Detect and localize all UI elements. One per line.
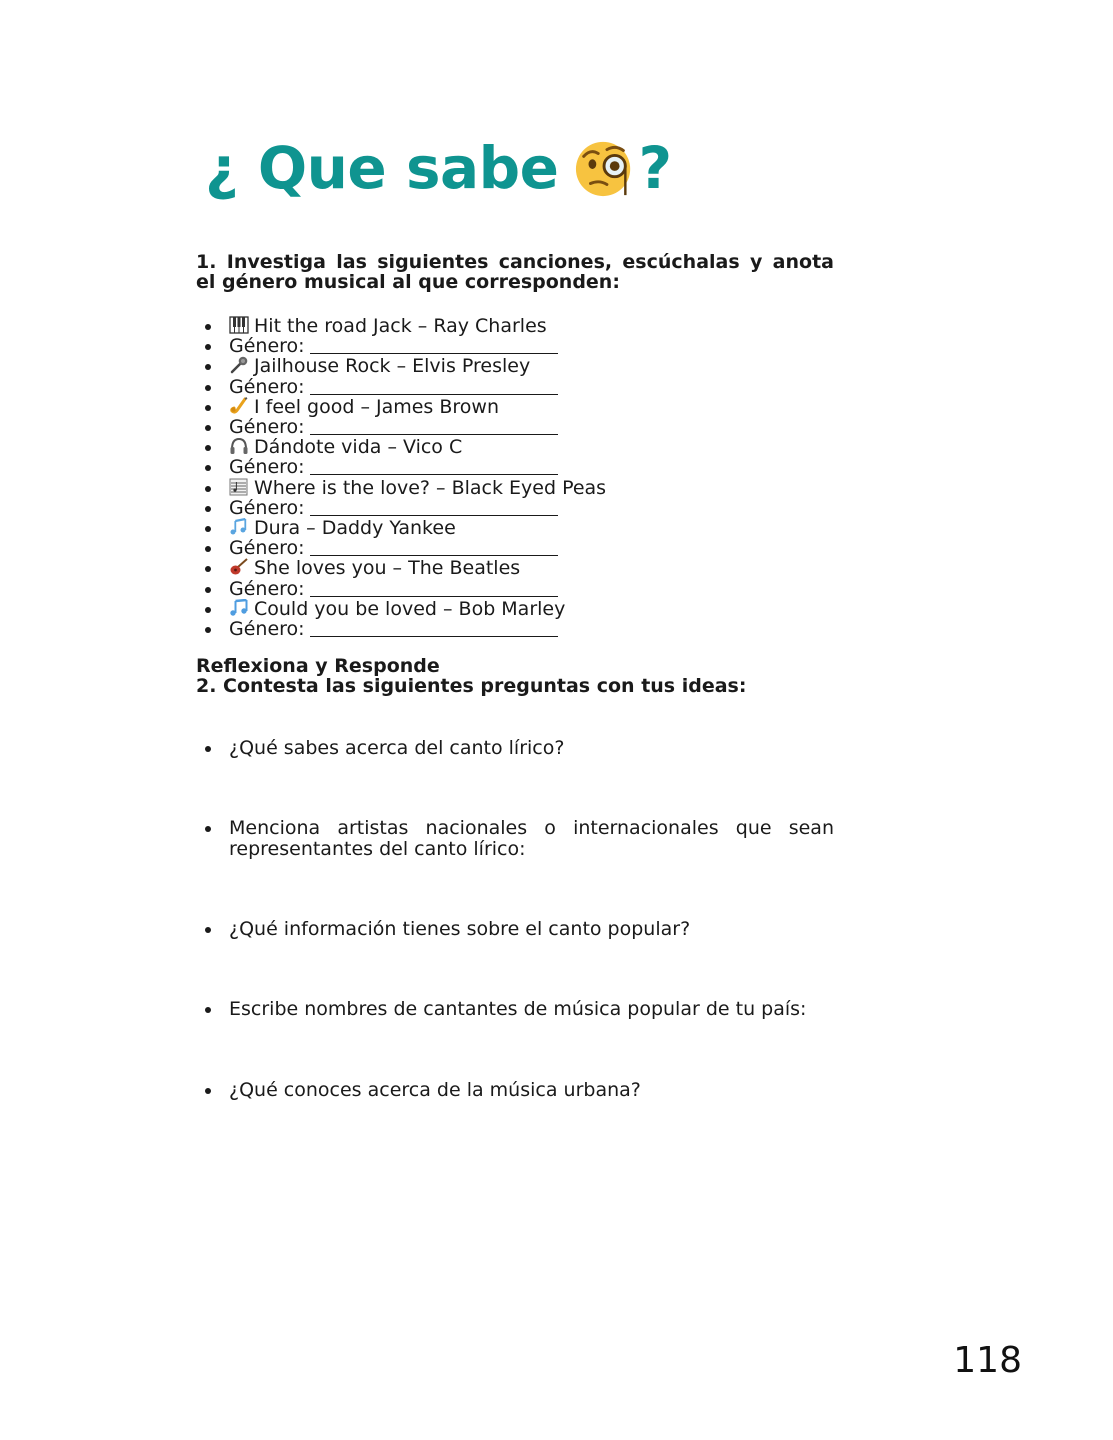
song-title: She loves you – The Beatles [254,557,521,580]
title-text: ¿ Que sabe [205,134,559,202]
guitar-icon [229,558,249,576]
genre-label: Género: [229,618,305,641]
genre-label: Género: [229,375,305,398]
answer-line[interactable] [310,580,558,597]
question-1: 1. Investiga las siguientes canciones, escúchalas y anota el género musical al que corresponden: [196,251,834,293]
list-item [196,336,834,356]
saxophone-icon [229,397,249,415]
song-list [196,316,834,639]
genre-label: Género: [229,537,305,560]
question-item: ¿Qué sabes acerca del canto lírico? [196,738,834,759]
answer-line[interactable] [310,337,558,354]
song-title: Jailhouse Rock – Elvis Presley [254,355,531,378]
reflection-section [196,656,834,696]
answer-line[interactable] [310,539,558,556]
list-item [196,417,834,437]
question-item: Escribe nombres de cantantes de música popular de tu país: [196,999,834,1020]
song-title: Dándote vida – Vico C [254,436,463,459]
question-item: ¿Qué información tienes sobre el canto popular? [196,919,834,940]
question-item: ¿Qué conoces acerca de la música urbana? [196,1080,834,1101]
list-item [196,619,834,639]
list-item [196,599,834,619]
activity-section [196,252,834,639]
list-item [196,356,834,376]
song-title: Hit the road Jack – Ray Charles [254,315,547,337]
list-item [196,538,834,558]
answer-line[interactable] [310,378,558,395]
headphones-icon [229,437,249,455]
song-title: I feel good – James Brown [254,395,499,418]
question-item: Menciona artistas nacionales o internacionales que sean representantes del canto lírico: [196,818,834,859]
list-item [196,377,834,397]
genre-label: Género: [229,577,305,600]
genre-label: Género: [229,496,305,519]
music-notes-icon [229,518,249,536]
list-item [196,518,834,538]
sheet-music-icon [229,478,249,496]
question-2: 2. Contesta las siguientes preguntas con tus ideas: [196,675,747,697]
list-item [196,498,834,518]
section-title: Reflexiona y Responde [196,655,440,677]
title-question-mark: ? [638,134,673,202]
list-item [196,558,834,578]
answer-line[interactable] [310,499,558,516]
genre-label: Género: [229,456,305,479]
page-number: 118 [953,1340,1022,1381]
list-item [196,457,834,477]
song-title: Where is the love? – Black Eyed Peas [254,476,607,499]
answer-line[interactable] [310,620,558,637]
music-note-icon [229,599,249,617]
list-item [196,478,834,498]
song-title: Dura – Daddy Yankee [254,517,456,540]
list-item [196,316,834,336]
genre-label: Género: [229,335,305,358]
answer-line[interactable] [310,458,558,475]
song-title: Could you be loved – Bob Marley [254,597,566,620]
microphone-icon [229,356,249,374]
answer-line[interactable] [310,418,558,435]
face-with-monocle-icon [574,137,636,199]
genre-label: Género: [229,416,305,439]
piano-keys-icon [229,316,249,334]
list-item [196,397,834,417]
list-item [196,579,834,599]
page-title [205,132,672,204]
list-item [196,437,834,457]
